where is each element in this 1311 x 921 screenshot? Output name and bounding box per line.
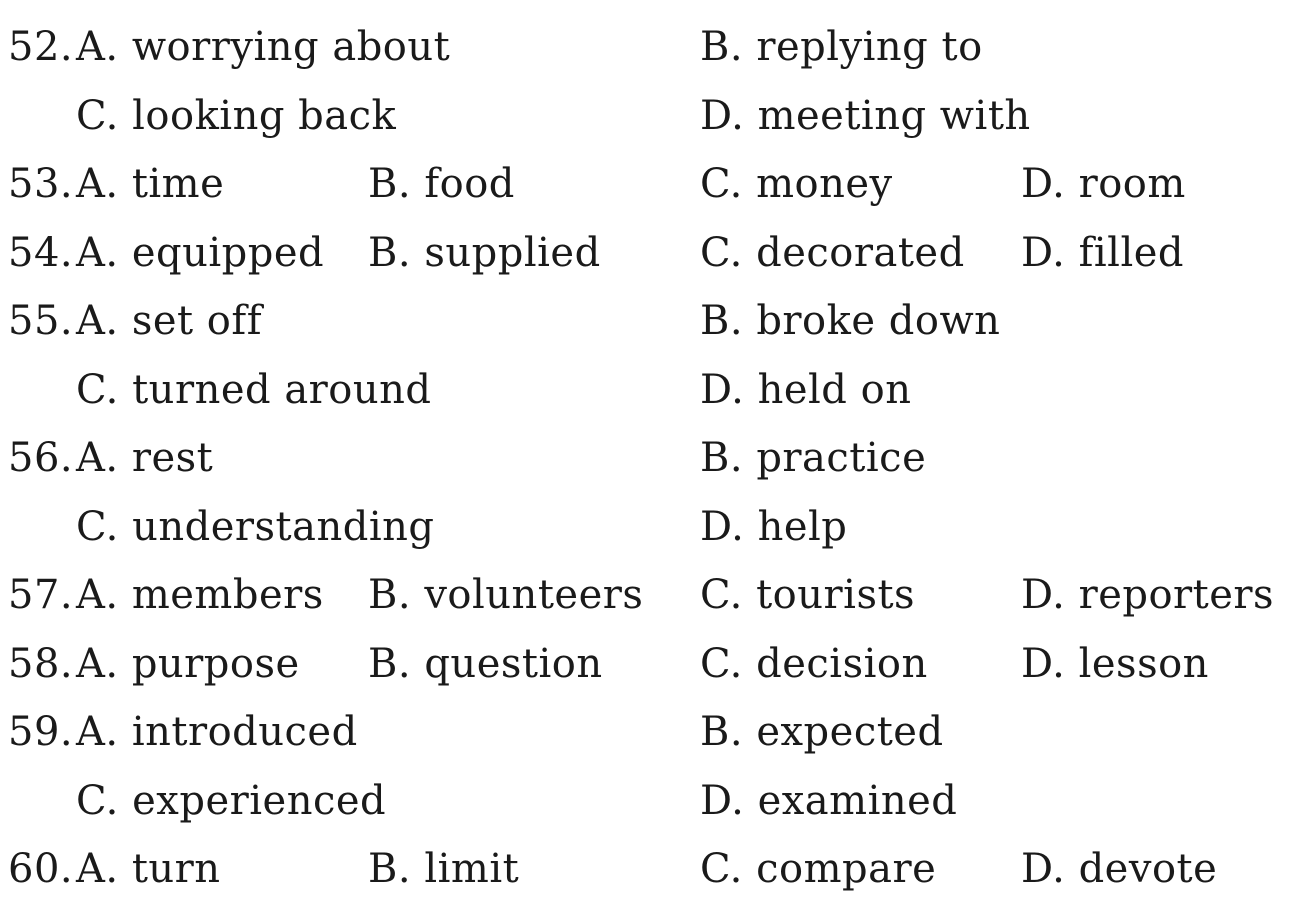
option-c: C. turned around — [76, 367, 432, 413]
option-c: C. experienced — [76, 778, 387, 824]
question-55-line-1 — [0, 287, 1311, 355]
option-c: C. decorated — [700, 230, 965, 276]
option-a: A. set off — [76, 298, 262, 344]
question-53-line — [0, 150, 1311, 218]
option-b: B. supplied — [368, 230, 601, 276]
question-59-line-2 — [0, 767, 1311, 835]
option-a: A. equipped — [76, 230, 325, 276]
option-a: A. rest — [76, 435, 214, 481]
option-c: C. compare — [700, 846, 937, 892]
option-a: A. worrying about — [76, 24, 451, 70]
option-a: A. time — [76, 161, 225, 207]
option-b: B. broke down — [700, 298, 1001, 344]
option-d: D. examined — [700, 778, 958, 824]
question-60-line — [0, 835, 1311, 903]
option-a: A. turn — [76, 846, 221, 892]
option-c: C. understanding — [76, 504, 435, 550]
option-c: C. money — [700, 161, 893, 207]
option-a: A. members — [76, 572, 324, 618]
question-number: 53. — [8, 161, 74, 207]
question-55-line-2 — [0, 356, 1311, 424]
option-a: A. purpose — [76, 641, 300, 687]
option-b: B. volunteers — [368, 572, 644, 618]
option-b: B. question — [368, 641, 603, 687]
question-number: 59. — [8, 709, 74, 755]
question-58-line — [0, 630, 1311, 698]
option-b: B. food — [368, 161, 515, 207]
question-number: 56. — [8, 435, 74, 481]
question-56-line-2 — [0, 493, 1311, 561]
question-56-line-1 — [0, 424, 1311, 492]
option-c: C. decision — [700, 641, 928, 687]
question-52-line-2 — [0, 82, 1311, 150]
question-number: 54. — [8, 230, 74, 276]
option-d: D. help — [700, 504, 848, 550]
option-b: B. expected — [700, 709, 944, 755]
option-d: D. devote — [1021, 846, 1218, 892]
option-d: D. held on — [700, 367, 912, 413]
question-54-line — [0, 219, 1311, 287]
option-b: B. practice — [700, 435, 927, 481]
question-52-line-1 — [0, 13, 1311, 81]
option-d: D. meeting with — [700, 93, 1031, 139]
question-number: 60. — [8, 846, 74, 892]
question-number: 55. — [8, 298, 74, 344]
question-57-line — [0, 561, 1311, 629]
option-c: C. tourists — [700, 572, 916, 618]
option-d: D. reporters — [1021, 572, 1275, 618]
option-c: C. looking back — [76, 93, 397, 139]
question-59-line-1 — [0, 698, 1311, 766]
question-number: 58. — [8, 641, 74, 687]
question-number: 52. — [8, 24, 74, 70]
option-d: D. room — [1021, 161, 1186, 207]
option-b: B. limit — [368, 846, 520, 892]
question-number: 57. — [8, 572, 74, 618]
option-d: D. lesson — [1021, 641, 1209, 687]
option-b: B. replying to — [700, 24, 983, 70]
option-d: D. filled — [1021, 230, 1185, 276]
option-a: A. introduced — [76, 709, 358, 755]
